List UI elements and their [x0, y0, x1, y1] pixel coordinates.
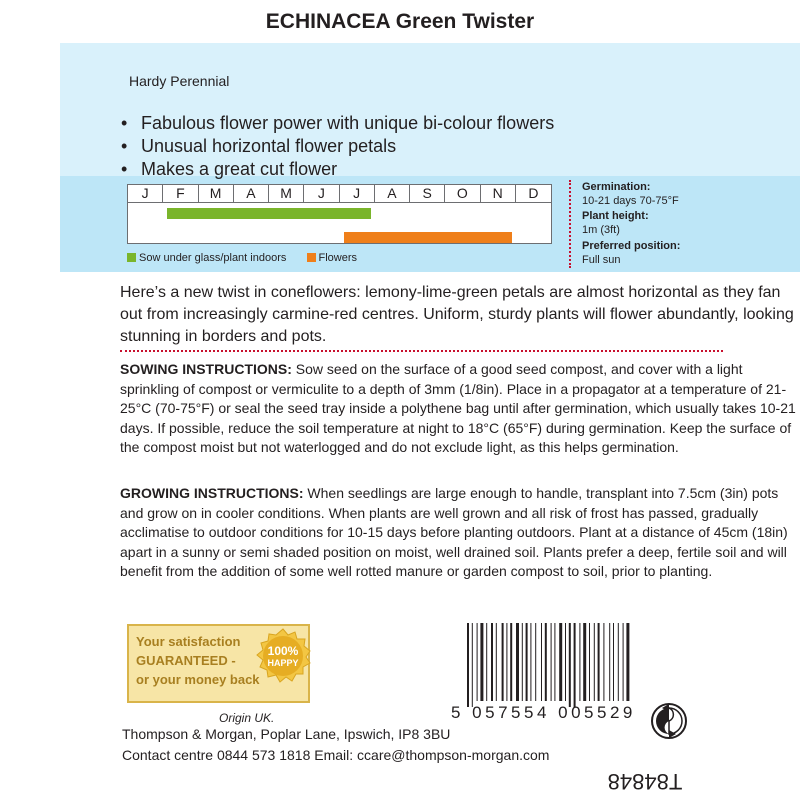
badge-percent: 100% [267, 644, 299, 658]
month-row [128, 185, 551, 203]
germination-value: 10-21 days 70-75°F [582, 195, 679, 207]
month-label: O [445, 185, 480, 202]
position-value: Full sun [582, 254, 621, 266]
badge-happy: HAPPY [267, 658, 299, 668]
contact-line: Contact centre 0844 573 1818 Email: ccare@thompson-morgan.com [122, 747, 550, 763]
section-divider [120, 350, 723, 352]
month-label: J [128, 185, 163, 202]
barcode-bar [541, 623, 542, 701]
plant-type: Hardy Perennial [129, 73, 230, 89]
guarantee-line-2: GUARANTEED - [136, 653, 236, 668]
green-dot-recycle-icon [651, 703, 687, 739]
growing-text: When seedlings are large enough to handle, transplant into 7.5cm (3in) pots and grow on in cooler conditions. When plants are well grown and all risk of frost has passed, gradually acclimatise to outdoor conditions for 10-15 days before planting outdoors. Plant at a distance of 45cm (18in) apart in a sunny or semi shaded position on moist, well drained soil. Plants prefer a deep, fertile soil and will benefit from the addition of some well rotted manure or garden compost to soil, prior to planting. [120, 485, 788, 579]
barcode-bar [491, 623, 493, 701]
sowing-calendar [127, 184, 552, 244]
height-value: 1m (3ft) [582, 224, 620, 236]
feature-text: Unusual horizontal flower petals [141, 136, 397, 156]
month-label: D [528, 185, 539, 201]
feature-text: Makes a great cut flower [141, 159, 338, 179]
barcode-bar [506, 623, 507, 701]
info-divider [569, 180, 571, 268]
feature-bullet: • Makes a great cut flower [121, 159, 338, 179]
barcode-bar [618, 623, 619, 701]
description: Here’s a new twist in coneflowers: lemony-lime-green petals are almost horizontal as they fan out from increasingly carmine-red centres. Uniform, sturdy plants will flower abundantly, looking stunning in borders and pots. [120, 284, 794, 345]
barcode-bar [579, 623, 580, 701]
barcode-bar [467, 623, 469, 707]
barcode-bar [589, 623, 590, 701]
feature-bullet: • Unusual horizontal flower petals [121, 136, 397, 156]
barcode-bar [502, 623, 504, 701]
origin-text: Origin UK. [219, 711, 275, 725]
barcode-bar [626, 623, 629, 701]
barcode-bar [526, 623, 528, 701]
month-label: J [304, 185, 339, 202]
barcode-bar [486, 623, 487, 701]
sow-period-bar [167, 208, 371, 219]
barcode-bar [603, 623, 604, 701]
sowing-heading: SOWING INSTRUCTIONS: [120, 361, 292, 377]
barcode-bar [510, 623, 512, 701]
barcode-bar [554, 623, 555, 701]
month-label: A [375, 185, 410, 202]
product-title: ECHINACEA Green Twister [265, 10, 535, 33]
barcode-bar [496, 623, 497, 701]
barcode-bar [565, 623, 566, 701]
month-label: J [340, 185, 375, 202]
barcode-bar [535, 623, 536, 701]
barcode-bar [594, 623, 595, 701]
flowering-period-bar [344, 232, 512, 243]
position-label: Preferred position: [582, 240, 681, 252]
feature-text: Fabulous flower power with unique bi-colour flowers [141, 113, 555, 133]
flowers-swatch [307, 253, 316, 262]
legend-flowers-label: Flowers [318, 252, 358, 264]
barcode-bar [551, 623, 552, 701]
sow-swatch [127, 253, 136, 262]
calendar-legend [127, 252, 357, 264]
growing-heading: GROWING INSTRUCTIONS: [120, 485, 304, 501]
feature-bullet: • Fabulous flower power with unique bi-colour flowers [121, 113, 555, 133]
barcode-bar [530, 623, 531, 701]
sowing-instructions [120, 360, 800, 458]
product-code: T84848 [607, 769, 683, 794]
month-label: N [481, 185, 516, 202]
sowing-text: Sow seed on the surface of a good seed compost, and cover with a light sprinkling of compost or vermiculite to a depth of 3mm (1/8in). Place in a propagator at a temperature of 21-25°C (70-75°F) or seal the seed tray inside a polythene bag until after germination, which usually takes 10-21 days. If possible, reduce the soil temperature at night to 18°C (65°F) during germination. Keep the surface of the compost moist but not waterlogged and do not exclude light, as this helps germination. [120, 361, 796, 455]
barcode-bar [574, 623, 576, 707]
happy-badge-icon [255, 628, 311, 684]
growing-instructions [120, 484, 800, 582]
month-label: F [163, 185, 198, 202]
barcode-image [467, 623, 630, 707]
barcode-bar [480, 623, 483, 701]
barcode-bar [472, 623, 473, 707]
barcode-number: 5 057554 005529 [451, 703, 636, 722]
barcode-bar [583, 623, 586, 701]
barcode-bar [609, 623, 610, 701]
barcode-bar [516, 623, 519, 701]
month-label: M [269, 185, 304, 202]
guarantee-line-3: or your money back [136, 672, 260, 687]
barcode-bar [545, 623, 547, 701]
barcode-bar [559, 623, 562, 701]
barcode-bar [477, 623, 478, 701]
company-address: Thompson & Morgan, Poplar Lane, Ipswich, IP8 3BU [122, 726, 451, 742]
height-label: Plant height: [582, 210, 649, 222]
guarantee-line-1: Your satisfaction [136, 634, 241, 649]
month-label: S [410, 185, 445, 202]
barcode-bar [522, 623, 523, 701]
legend-sow-label: Sow under glass/plant indoors [139, 252, 287, 264]
month-label: M [199, 185, 234, 202]
germination-label: Germination: [582, 181, 651, 193]
barcode-bar [569, 623, 571, 707]
barcode-bar [598, 623, 600, 701]
month-label: A [234, 185, 269, 202]
barcode-bar [623, 623, 624, 701]
barcode-bar [613, 623, 614, 701]
